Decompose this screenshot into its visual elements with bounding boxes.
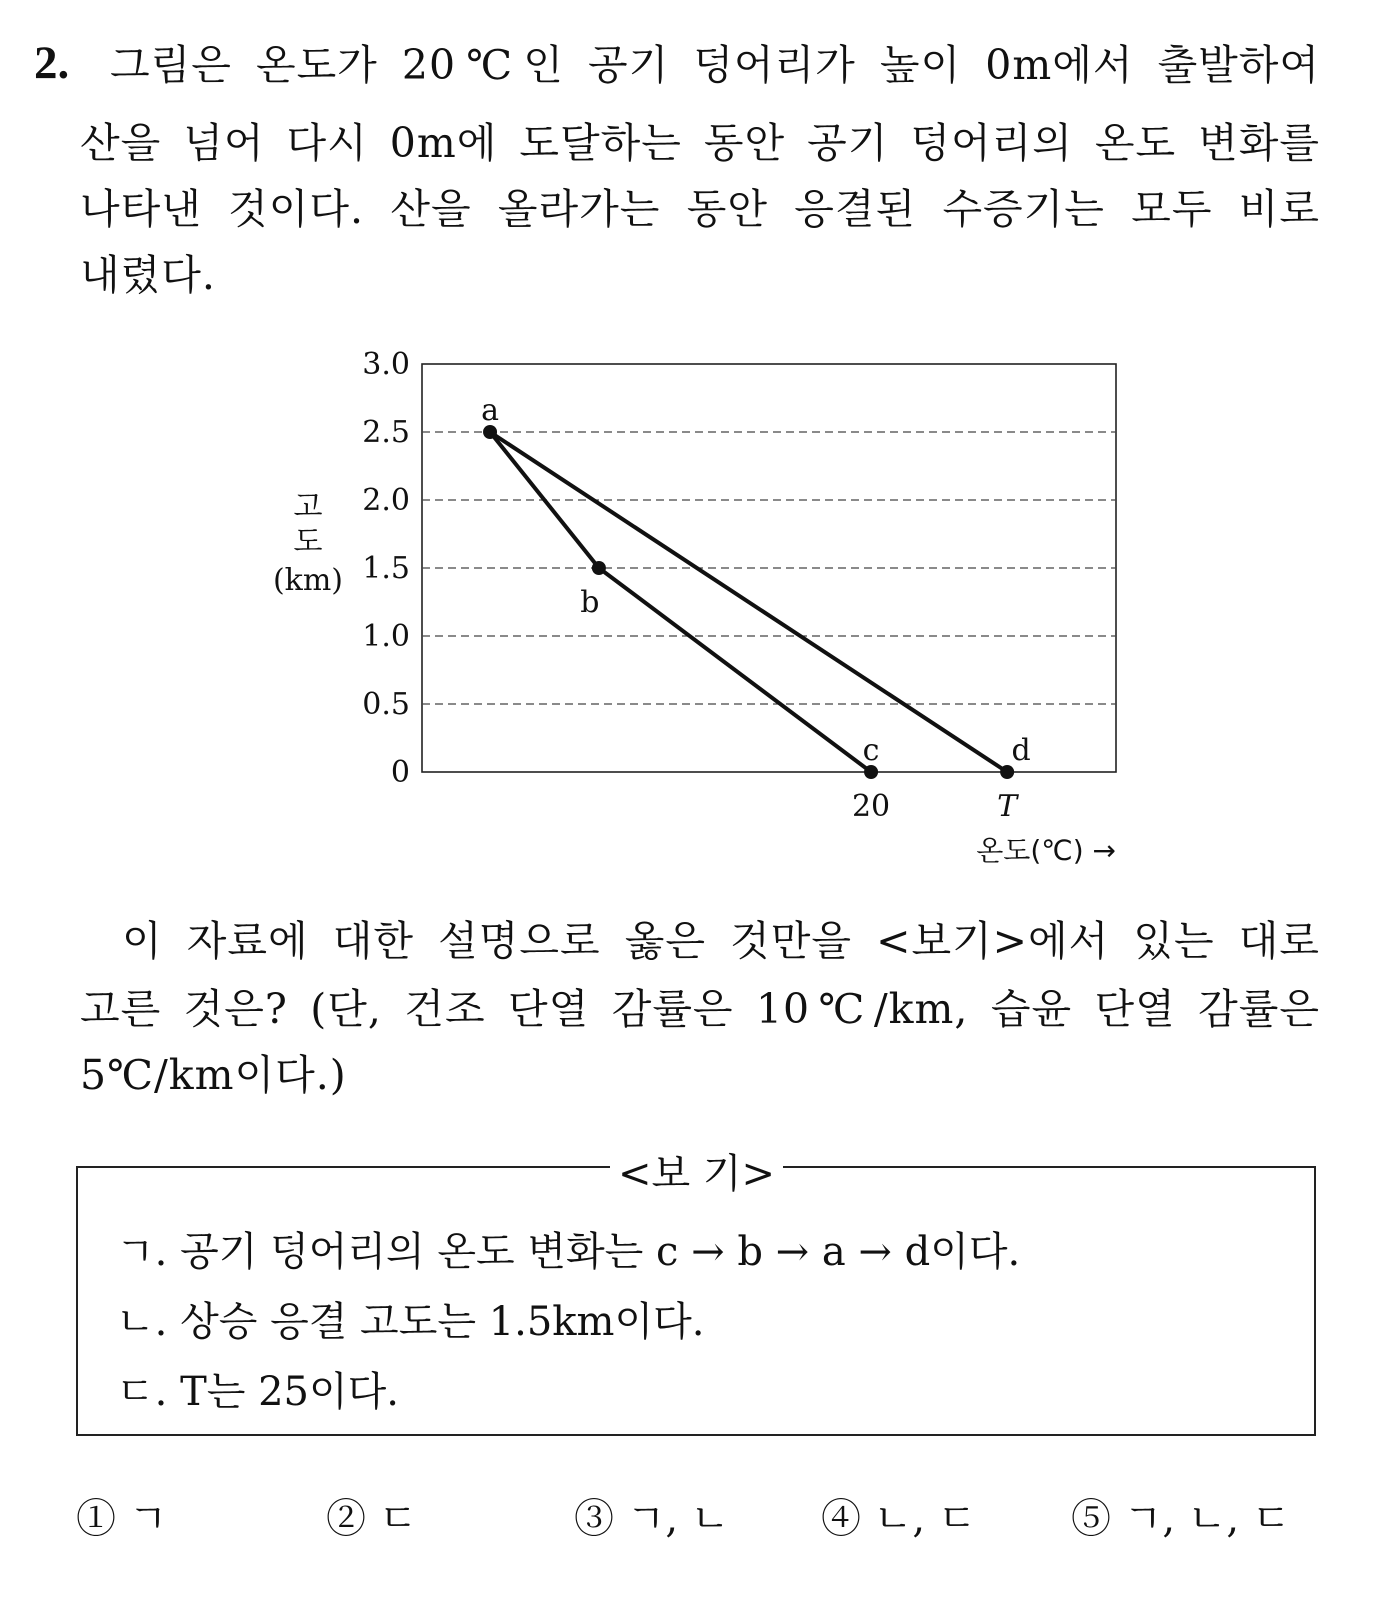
point-label-d: d <box>1011 733 1031 768</box>
y-axis-label: 고 <box>293 489 323 525</box>
prompt-line-3: 5℃/km이다.) <box>80 1051 347 1099</box>
point-label-b: b <box>580 585 600 620</box>
altitude-temperature-chart <box>250 335 1150 875</box>
y-axis-unit: (km) <box>272 562 344 598</box>
y-tick-label: 2.5 <box>362 415 410 450</box>
x-tick-label: 20 <box>851 789 891 824</box>
choice-4[interactable]: ④ ㄴ, ㄷ <box>821 1496 977 1542</box>
segment-c-b <box>599 568 871 772</box>
bogi-item-1: ㄱ. 공기 덩어리의 온도 변화는 c → b → a → d이다. <box>116 1229 1021 1275</box>
segment-a-d <box>490 432 1007 772</box>
choice-1[interactable]: ① ㄱ <box>76 1496 168 1542</box>
choice-3[interactable]: ③ ㄱ, ㄴ <box>574 1496 730 1542</box>
question-number: 2. <box>34 37 70 89</box>
bogi-title: <보 기> <box>610 1142 783 1199</box>
point-label-c: c <box>862 733 880 768</box>
question-line-2: 산을 넘어 다시 0m에 도달하는 동안 공기 덩어리의 온도 변화를 <box>80 119 1320 167</box>
y-tick-label: 0 <box>390 755 410 790</box>
prompt-line-2: 고른 것은? (단, 건조 단열 감률은 10℃/km, 습윤 단열 감률은 <box>80 985 1320 1033</box>
answer-choices <box>76 1487 1326 1542</box>
question-line-3: 나타낸 것이다. 산을 올라가는 동안 응결된 수증기는 모두 비로 <box>80 185 1320 233</box>
bogi-item-2: ㄴ. 상승 응결 고도는 1.5km이다. <box>116 1299 705 1345</box>
y-tick-label: 0.5 <box>362 687 410 722</box>
question-line-4: 내렸다. <box>80 251 216 299</box>
point-label-a: a <box>481 393 499 428</box>
y-tick-label: 3.0 <box>362 347 410 382</box>
bogi-item-3: ㄷ. T는 25이다. <box>116 1369 399 1415</box>
y-tick-label: 2.0 <box>362 483 410 518</box>
y-axis-label: 도 <box>293 524 323 560</box>
y-tick-label: 1.5 <box>362 551 410 586</box>
choice-5[interactable]: ⑤ ㄱ, ㄴ, ㄷ <box>1071 1496 1291 1542</box>
x-tick-label: T <box>997 789 1018 824</box>
choice-2[interactable]: ② ㄷ <box>326 1496 418 1542</box>
prompt-line-1: 이 자료에 대한 설명으로 옳은 것만을 <보기>에서 있는 대로 <box>122 917 1320 965</box>
x-axis-label: 온도(℃) → <box>976 834 1116 867</box>
question-line-1: 그림은 온도가 20℃인 공기 덩어리가 높이 0m에서 출발하여 <box>110 41 1320 89</box>
point-b <box>592 561 606 575</box>
y-tick-label: 1.0 <box>362 619 410 654</box>
